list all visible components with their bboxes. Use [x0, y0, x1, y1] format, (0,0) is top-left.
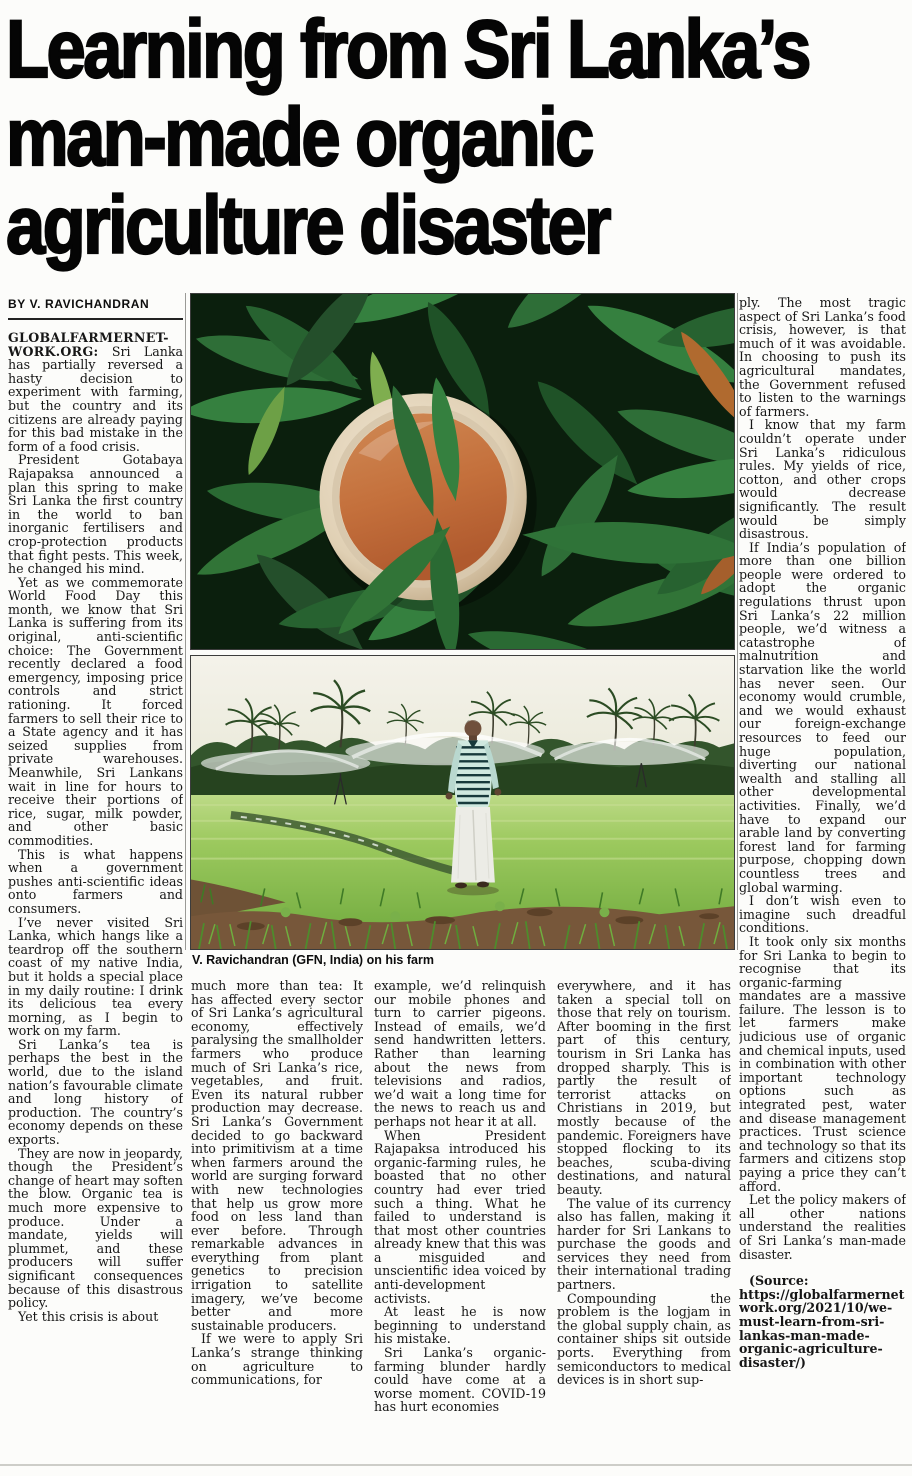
- photo-caption: V. Ravichandran (GFN, India) on his farm: [192, 953, 434, 967]
- column-rule: [737, 293, 738, 950]
- paragraph: This is what happens when a government pushes anti-scientific ideas onto farmers and consumers.: [8, 846, 183, 916]
- paragraph: I know that my farm couldn’t operate under Sri Lanka’s ridiculous rules. My yields of rice, cotton, and other crops would decrease significantly. The result would be simply disastrous.: [739, 417, 906, 542]
- paragraph: I don’t wish even to imagine such dreadful conditions.: [739, 893, 906, 936]
- article-column-1: [8, 331, 183, 1461]
- paragraph: much more than tea: It has affected every sector of Sri Lanka’s agricultural economy, effectively paralysing the smallholder farmers who produce much of Sri Lanka’s rice, vegetables, and fruit. Even its natural rubber production may decrease. Sri Lanka’s Government decided to go backward into primitivism at a time when farmers around the world are surging forward with new technologies that help us grow more food on less land than ever before. Through remarkable advances in everything from plant genetics to precision irrigation to satellite imagery, we’ve become better and more sustainable producers.: [191, 979, 363, 1333]
- paragraph: President Gotabaya Rajapaksa announced a plan this spring to make Sri Lanka the first country in the world to ban inorganic fertilisers and crop-protection products that fight pests. This week, he changed his mind.: [8, 452, 183, 577]
- paragraph: example, we’d relinquish our mobile phones and turn to carrier pigeons. Instead of emails, we’d send handwritten letters. Rather than learning about the news from televisions and radios, we’d wait a long time for the news to reach us and perhaps not hear it at all.: [374, 979, 546, 1129]
- lead-in-label: GLOBALFARMERNET-WORK.ORG:: [8, 331, 169, 359]
- paragraph: It took only six months for Sri Lanka to begin to recognise that its organic-farming mandates are a massive failure. The lesson is to let farmers make judicious use of organic and chemical inputs, used in combination with other important technology options such as integrated pest, water and disease management practices. Trust science and technology so that its farmers and citizens stop paying a price they can’t afford.: [739, 933, 906, 1194]
- farm-photo: [190, 655, 735, 950]
- lead-paragraph: [8, 331, 183, 453]
- article-column-4: [557, 979, 731, 1461]
- paragraph: They are now in jeopardy, though the President’s change of heart may soften the blow. Organic tea is much more expensive to produce. Under a mandate, yields will plummet, and these producers will suffer significant consequences because of this disastrous policy.: [8, 1145, 183, 1311]
- headline-line-1: Learning from Sri Lanka’s: [6, 4, 809, 95]
- paragraph: Compounding the problem is the logjam in the global supply chain, as container ships sit outside ports. Everything from semiconductors to medical devices is in short sup-: [557, 1290, 731, 1388]
- page-bottom-rule: [0, 1464, 912, 1466]
- byline-rule: [8, 318, 183, 320]
- paragraph: ply. The most tragic aspect of Sri Lanka’s food crisis, however, is that much of it was avoidable. In choosing to push its agricultural mandates, the Government refused to listen to the warnings of farmers.: [739, 296, 906, 419]
- column-rule: [185, 293, 186, 950]
- headline-line-2: man-made organic: [6, 92, 592, 183]
- paragraph: Sri Lanka’s tea is perhaps the best in the world, due to the island nation’s favourable climate and long history of production. The country’s economy depends on these exports.: [8, 1036, 183, 1148]
- paragraph: At least he is now beginning to understand his mistake.: [374, 1304, 546, 1347]
- paragraph: When President Rajapaksa introduced his organic-farming rules, he boasted that no other country had ever tried such a thing. What he failed to understand is that most other countries already knew that this was a misguided and unscientific idea voiced by anti-development activists.: [374, 1127, 546, 1306]
- paragraph: The value of its currency also has fallen, making it harder for Sri Lankans to purchase the goods and services they need from their international trading partners.: [557, 1195, 731, 1293]
- headline-line-3: agriculture disaster: [6, 180, 609, 271]
- paragraph: Sri Lanka’s organic-farming blunder hardly could have come at a worse moment. COVID-19 has hurt economies: [374, 1345, 546, 1415]
- paragraph: If India’s population of more than one billion people were ordered to adopt the organic regulations thrust upon Sri Lanka’s 22 million people, we’d witness a catastrophe of malnutrition and starvation like the world has never seen. Our economy would crumble, and we would exhaust our foreign-exchange resources to feed our huge population, diverting our national wealth and stalling all other developmental activities. Finally, we’d have to expand our arable land by converting forest land for farming purpose, chopping down countless trees and global warming.: [739, 539, 906, 895]
- paragraph: Let the policy makers of all other nations understand the realities of Sri Lanka’s man-made disaster.: [739, 1192, 906, 1262]
- article-headline: [6, 6, 912, 270]
- paragraph: everywhere, and it has taken a special toll on those that rely on tourism. After booming in the first part of this century, tourism in Sri Lanka has dropped sharply. This is partly the result of terrorist attacks on Christians in 2019, but mostly because of the pandemic. Foreigners have stopped flocking to its beaches, scuba-diving destinations, and natural beauty.: [557, 979, 731, 1197]
- source-credit: (Source: https://globalfarmernetwork.org/2021/10/we-must-learn-from-sri-lankas-man-made-organic-agriculture-disaster/): [739, 1273, 905, 1370]
- article-column-5: [739, 296, 906, 1461]
- tea-cup-photo: [190, 293, 735, 650]
- paragraph: Yet this crisis is about: [18, 1308, 159, 1324]
- farm-illustration: [191, 656, 734, 949]
- byline: BY V. RAVICHANDRAN: [8, 297, 150, 311]
- article-column-2: [191, 979, 363, 1461]
- lead-text: Sri Lanka has partially reversed a hasty decision to experiment with farming, but the country and its citizens are already paying for this bad mistake in the form of a food crisis.: [8, 343, 183, 454]
- paragraph: If we were to apply Sri Lanka’s strange thinking on agriculture to communications, for: [191, 1331, 363, 1388]
- tea-cup-illustration: [191, 294, 734, 649]
- paragraph: I’ve never visited Sri Lanka, which hangs like a teardrop off the southern coast of my native India, but it holds a special place in my daily routine: I drink its delicious tea every morning, as I begin to work on my farm.: [8, 914, 183, 1039]
- paragraph: Yet as we commemorate World Food Day this month, we know that Sri Lanka is suffering from its original, anti-scientific choice: The Government recently declared a food emergency, imposing price controls and strict rationing. It forced farmers to sell their rice to a State agency and it has seized supplies from private warehouses. Meanwhile, Sri Lankans wait in line for hours to receive their portions of rice, sugar, milk powder, and other basic commodities.: [8, 574, 183, 848]
- article-column-3: [374, 979, 546, 1461]
